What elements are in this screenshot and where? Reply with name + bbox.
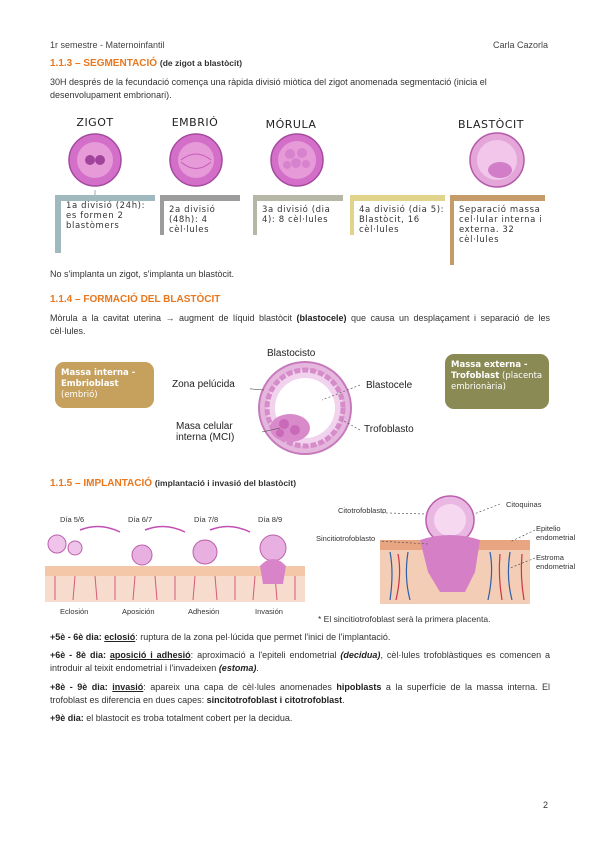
section-title-segmentacio xyxy=(50,58,242,69)
stage-label-zigot: ZIGOT xyxy=(76,116,114,129)
bullet-eclosio-key: eclosió xyxy=(104,632,136,642)
label-estroma: Estroma endometrial xyxy=(536,553,576,571)
bullet-aposicio-key: aposició i adhesió xyxy=(109,650,191,660)
paragraph-segmentacio: 30H després de la fecundació comença una ràpida divisió miòtica del zigot anomenada segmentació (inicia el desenvolupament embrionari). xyxy=(50,77,487,100)
stage-bar-3 xyxy=(253,195,343,201)
bullet-eclosio xyxy=(50,631,550,644)
day-label-1: Día 5/6 xyxy=(60,515,85,524)
pill-massa-externa-rest: (placenta embrionària) xyxy=(451,371,543,392)
section-title-text: 1.1.3 – SEGMENTACIÓ xyxy=(50,58,158,69)
pill-massa-interna xyxy=(55,362,154,408)
blastocit-image xyxy=(470,133,524,187)
sincitio-footnote: * El sincitiotrofoblast serà la primera placenta. xyxy=(318,614,491,624)
stage-box-4: 4a divisió (dia 5): Blastòcit, 16 cèl·lules xyxy=(359,205,445,235)
header-left: 1r semestre - Maternoinfantil xyxy=(50,40,165,50)
stage-box-2: 2a divisió (48h): 4 cèl·lules xyxy=(169,205,216,235)
stage-bar-5 xyxy=(450,195,545,201)
morula-image xyxy=(271,134,323,186)
stage-label-morula: MÓRULA xyxy=(265,118,317,131)
phase-label-3: Adhesión xyxy=(188,607,220,616)
pill-massa-externa xyxy=(445,354,549,409)
day-label-4: Día 8/9 xyxy=(258,515,283,524)
bullet-eclosio-text: : ruptura de la zona pel·lúcida que permet l'inici de l'implantació. xyxy=(135,632,391,642)
implantacio-subtitle: (implantació i invasió del blastòcit) xyxy=(154,478,297,488)
stage-bar-2 xyxy=(160,195,240,201)
bullet-dia9-head: +9è dia: xyxy=(50,713,87,723)
bullet-dia9-text: el blastocit es troba totalment cobert per la decidua. xyxy=(86,713,293,723)
paragraph-blastocit xyxy=(50,312,550,337)
label-citotrofoblasto: Citotrofoblasto xyxy=(338,506,387,515)
zigot-image xyxy=(69,134,121,186)
day-label-2: Día 6/7 xyxy=(128,515,153,524)
stage-label-blastocit: BLASTÒCIT xyxy=(458,118,524,131)
stage-label-embrio: EMBRIÓ xyxy=(171,116,219,129)
bullet-invasio-text: : apareix una capa de cèl·lules anomenades xyxy=(143,682,337,692)
blastocit-body-pre: Mòrula a la cavitat uterina → augment de líquid blastòcit xyxy=(50,313,297,323)
stage-box-3: 3a divisió (dia 4): 8 cèl·lules xyxy=(262,205,331,225)
pill-massa-externa-bold: Massa externa - Trofoblast xyxy=(451,360,528,381)
implantation-detail-figure xyxy=(380,492,535,610)
bullet-aposicio-text: : aproximació a l'epiteli endometrial xyxy=(190,650,341,660)
page-number: 2 xyxy=(542,800,548,810)
bullet-invasio-bold2: sincitotrofoblast i citotrofoblast xyxy=(206,694,343,705)
label-epitelio: Epitelio endometrial xyxy=(536,524,576,542)
bullet-invasio-text3: . xyxy=(342,694,345,705)
header-right: Carla Cazorla xyxy=(492,40,548,50)
label-trofoblasto: Trofoblasto xyxy=(364,424,414,435)
implantacio-title-text: 1.1.5 – IMPLANTACIÓ xyxy=(50,478,153,489)
phase-label-4: Invasión xyxy=(255,607,283,616)
stage-box-1: 1a divisió (24h): es formen 2 blastòmers xyxy=(66,201,146,231)
bullet-aposicio-head: +6è - 8è dia: xyxy=(50,650,110,660)
bullet-aposicio xyxy=(50,649,550,674)
embrio-image xyxy=(170,134,222,186)
blastocit-body-post: que causa un desplaçament i separació de les cèl·lules. xyxy=(50,313,551,336)
label-sincitiotrofoblasto: Sincitiotrofoblasto xyxy=(316,534,376,543)
blastocit-body-bold: (blastocele) xyxy=(296,313,347,323)
label-masa-celular: Masa celular interna (MCI) xyxy=(176,421,235,443)
section-title-blastocit: 1.1.4 – FORMACIÓ DEL BLASTÒCIT xyxy=(50,294,221,305)
label-blastocele: Blastocele xyxy=(366,380,413,391)
label-citoquinas: Citoquinas xyxy=(506,500,542,509)
bullet-aposicio-italic: (decidua) xyxy=(340,650,381,660)
bullet-invasio xyxy=(50,681,550,706)
label-zona-pelucida: Zona pelúcida xyxy=(172,379,235,390)
bullet-invasio-head: +8è - 9è dia: xyxy=(50,682,113,692)
day-label-3: Día 7/8 xyxy=(194,515,219,524)
segmentacio-note: No s'implanta un zigot, s'implanta un blastòcit. xyxy=(50,269,235,279)
pill-massa-interna-bold: Massa interna - Embrioblast xyxy=(61,368,136,389)
bullet-dia9 xyxy=(50,712,550,725)
bullet-invasio-text2: a la superfície de la massa interna. El trofoblast es diferencia en dues capes: xyxy=(50,682,551,705)
blastocisto-title: Blastocisto xyxy=(267,348,316,359)
bullet-invasio-key: invasió xyxy=(112,682,144,692)
section-subtitle: (de zigot a blastòcit) xyxy=(159,58,243,68)
stage-box-5: Separació massa cel·lular interna i externa. 32 cèl·lules xyxy=(459,205,543,245)
blastocyst-diagram xyxy=(250,360,360,456)
bullet-eclosio-head: +5è - 6è dia: xyxy=(50,632,105,642)
bullet-aposicio-text2: , cèl·lules trofoblàstiques es comencen a introduir al teixit endometrial i l'invadeixen xyxy=(50,650,550,673)
section-title-implantacio xyxy=(50,478,296,489)
implantation-phases-figure xyxy=(45,522,315,607)
phase-label-2: Aposición xyxy=(122,607,155,616)
pill-massa-interna-rest: (embrió) xyxy=(61,390,98,400)
phase-label-1: Eclosión xyxy=(60,607,89,616)
stage-bar-4 xyxy=(350,195,445,201)
bullet-aposicio-italic2: (estoma) xyxy=(218,662,257,673)
bullet-invasio-bold: hipoblasts xyxy=(336,682,382,692)
bullet-aposicio-text3: . xyxy=(256,662,259,673)
